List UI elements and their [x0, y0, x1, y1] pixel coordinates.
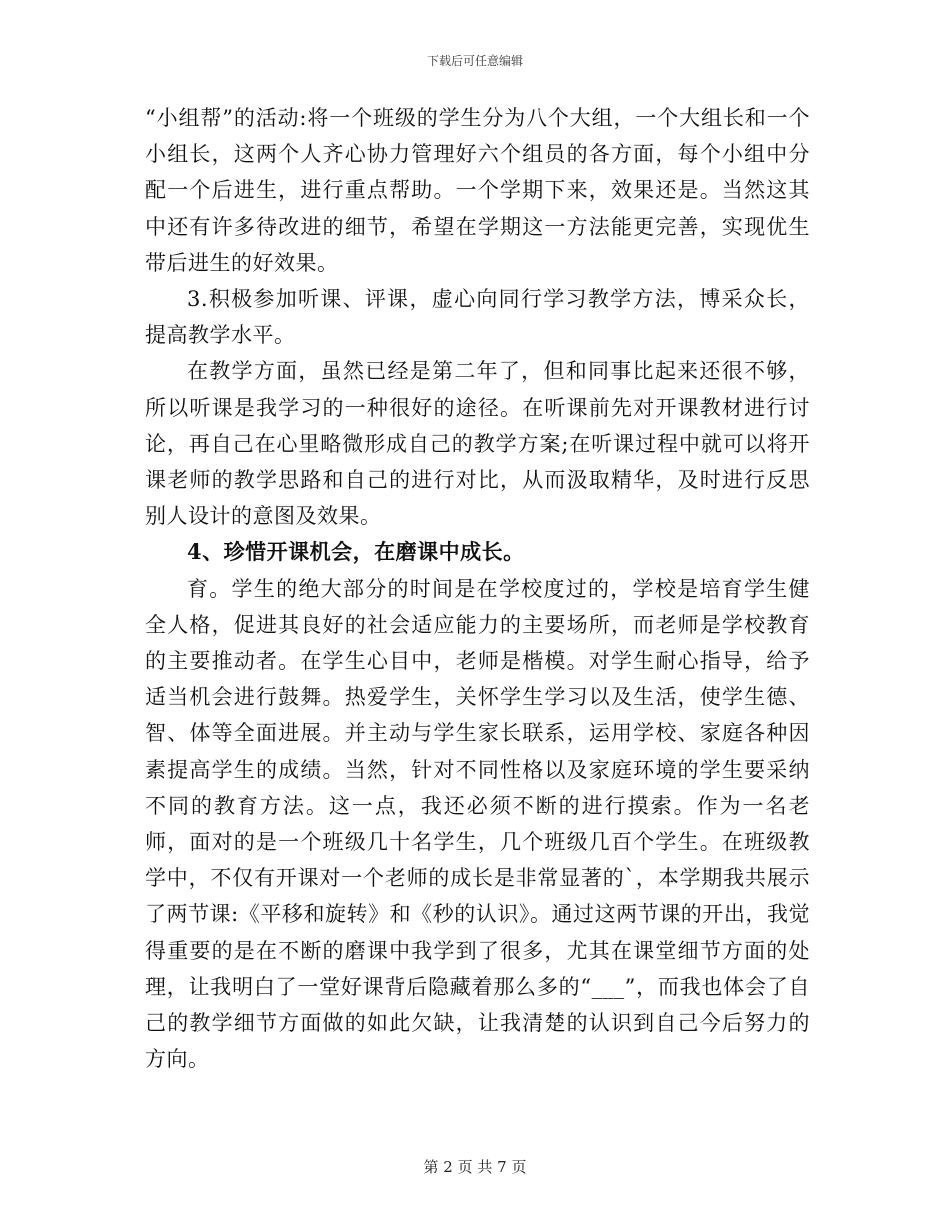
paragraph-item-3: 3.积极参加听课、评课，虚心向同行学习教学方法，博采众长，提高教学水平。 [145, 287, 810, 348]
page-header: 下载后可任意编辑 [426, 54, 523, 68]
paragraph-group-help: “小组帮”的活动:将一个班级的学生分为八个大组，一个大组长和一个小组长，这两个人齐心协力管理好六个组员的各方面，每个小组中分配一个后进生，进行重点帮助。一个学期下来，效果还是。当然这其中还有许多待改进的细节，希望在学期这一方法能更完善，实现优生带后进生的好效果。 [145, 106, 810, 275]
page-footer: 第 2 页 共 7 页 [423, 1158, 527, 1176]
document-body [145, 100, 810, 1077]
paragraph-lesson-observation: 在教学方面，虽然已经是第二年了，但和同事比起来还很不够，所以听课是我学习的一种很好的途径。在听课前先对开课教材进行讨论，再自己在心里略微形成自己的教学方案;在听课过程中就可以将开课老师的教学思路和自己的进行对比，从而汲取精华，及时进行反思别人设计的意图及效果。 [145, 359, 810, 529]
paragraph-education: 育。学生的绝大部分的时间是在学校度过的，学校是培育学生健全人格，促进其良好的社会适应能力的主要场所，而老师是学校教育的主要推动者。在学生心目中，老师是楷模。对学生耐心指导，给予适当机会进行鼓舞。热爱学生，关怀学生学习以及生活，使学生德、智、体等全面进展。并主动与学生家长联系，运用学校、家庭各种因素提高学生的成绩。当然，针对不同性格以及家庭环境的学生要采纳不同的教育方法。这一点，我还必须不断的进行摸索。作为一名老师，面对的是一个班级几十名学生，几个班级几百个学生。在班级教学中，不仅有开课对一个老师的成长是非常显著的`，本学期我共展示了两节课:《平移和旋转》和《秒的认识》。通过这两节课的开出，我觉得重要的是在不断的磨课中我学到了很多，尤其在课堂细节方面的处理，让我明白了一堂好课背后隐藏着那么多的“___”，而我也体会了自己的教学细节方面做的如此欠缺，让我清楚的认识到自己今后努力的方向。 [145, 576, 810, 1072]
section-heading-4: 4、珍惜开课机会，在磨课中成长。 [187, 539, 525, 565]
